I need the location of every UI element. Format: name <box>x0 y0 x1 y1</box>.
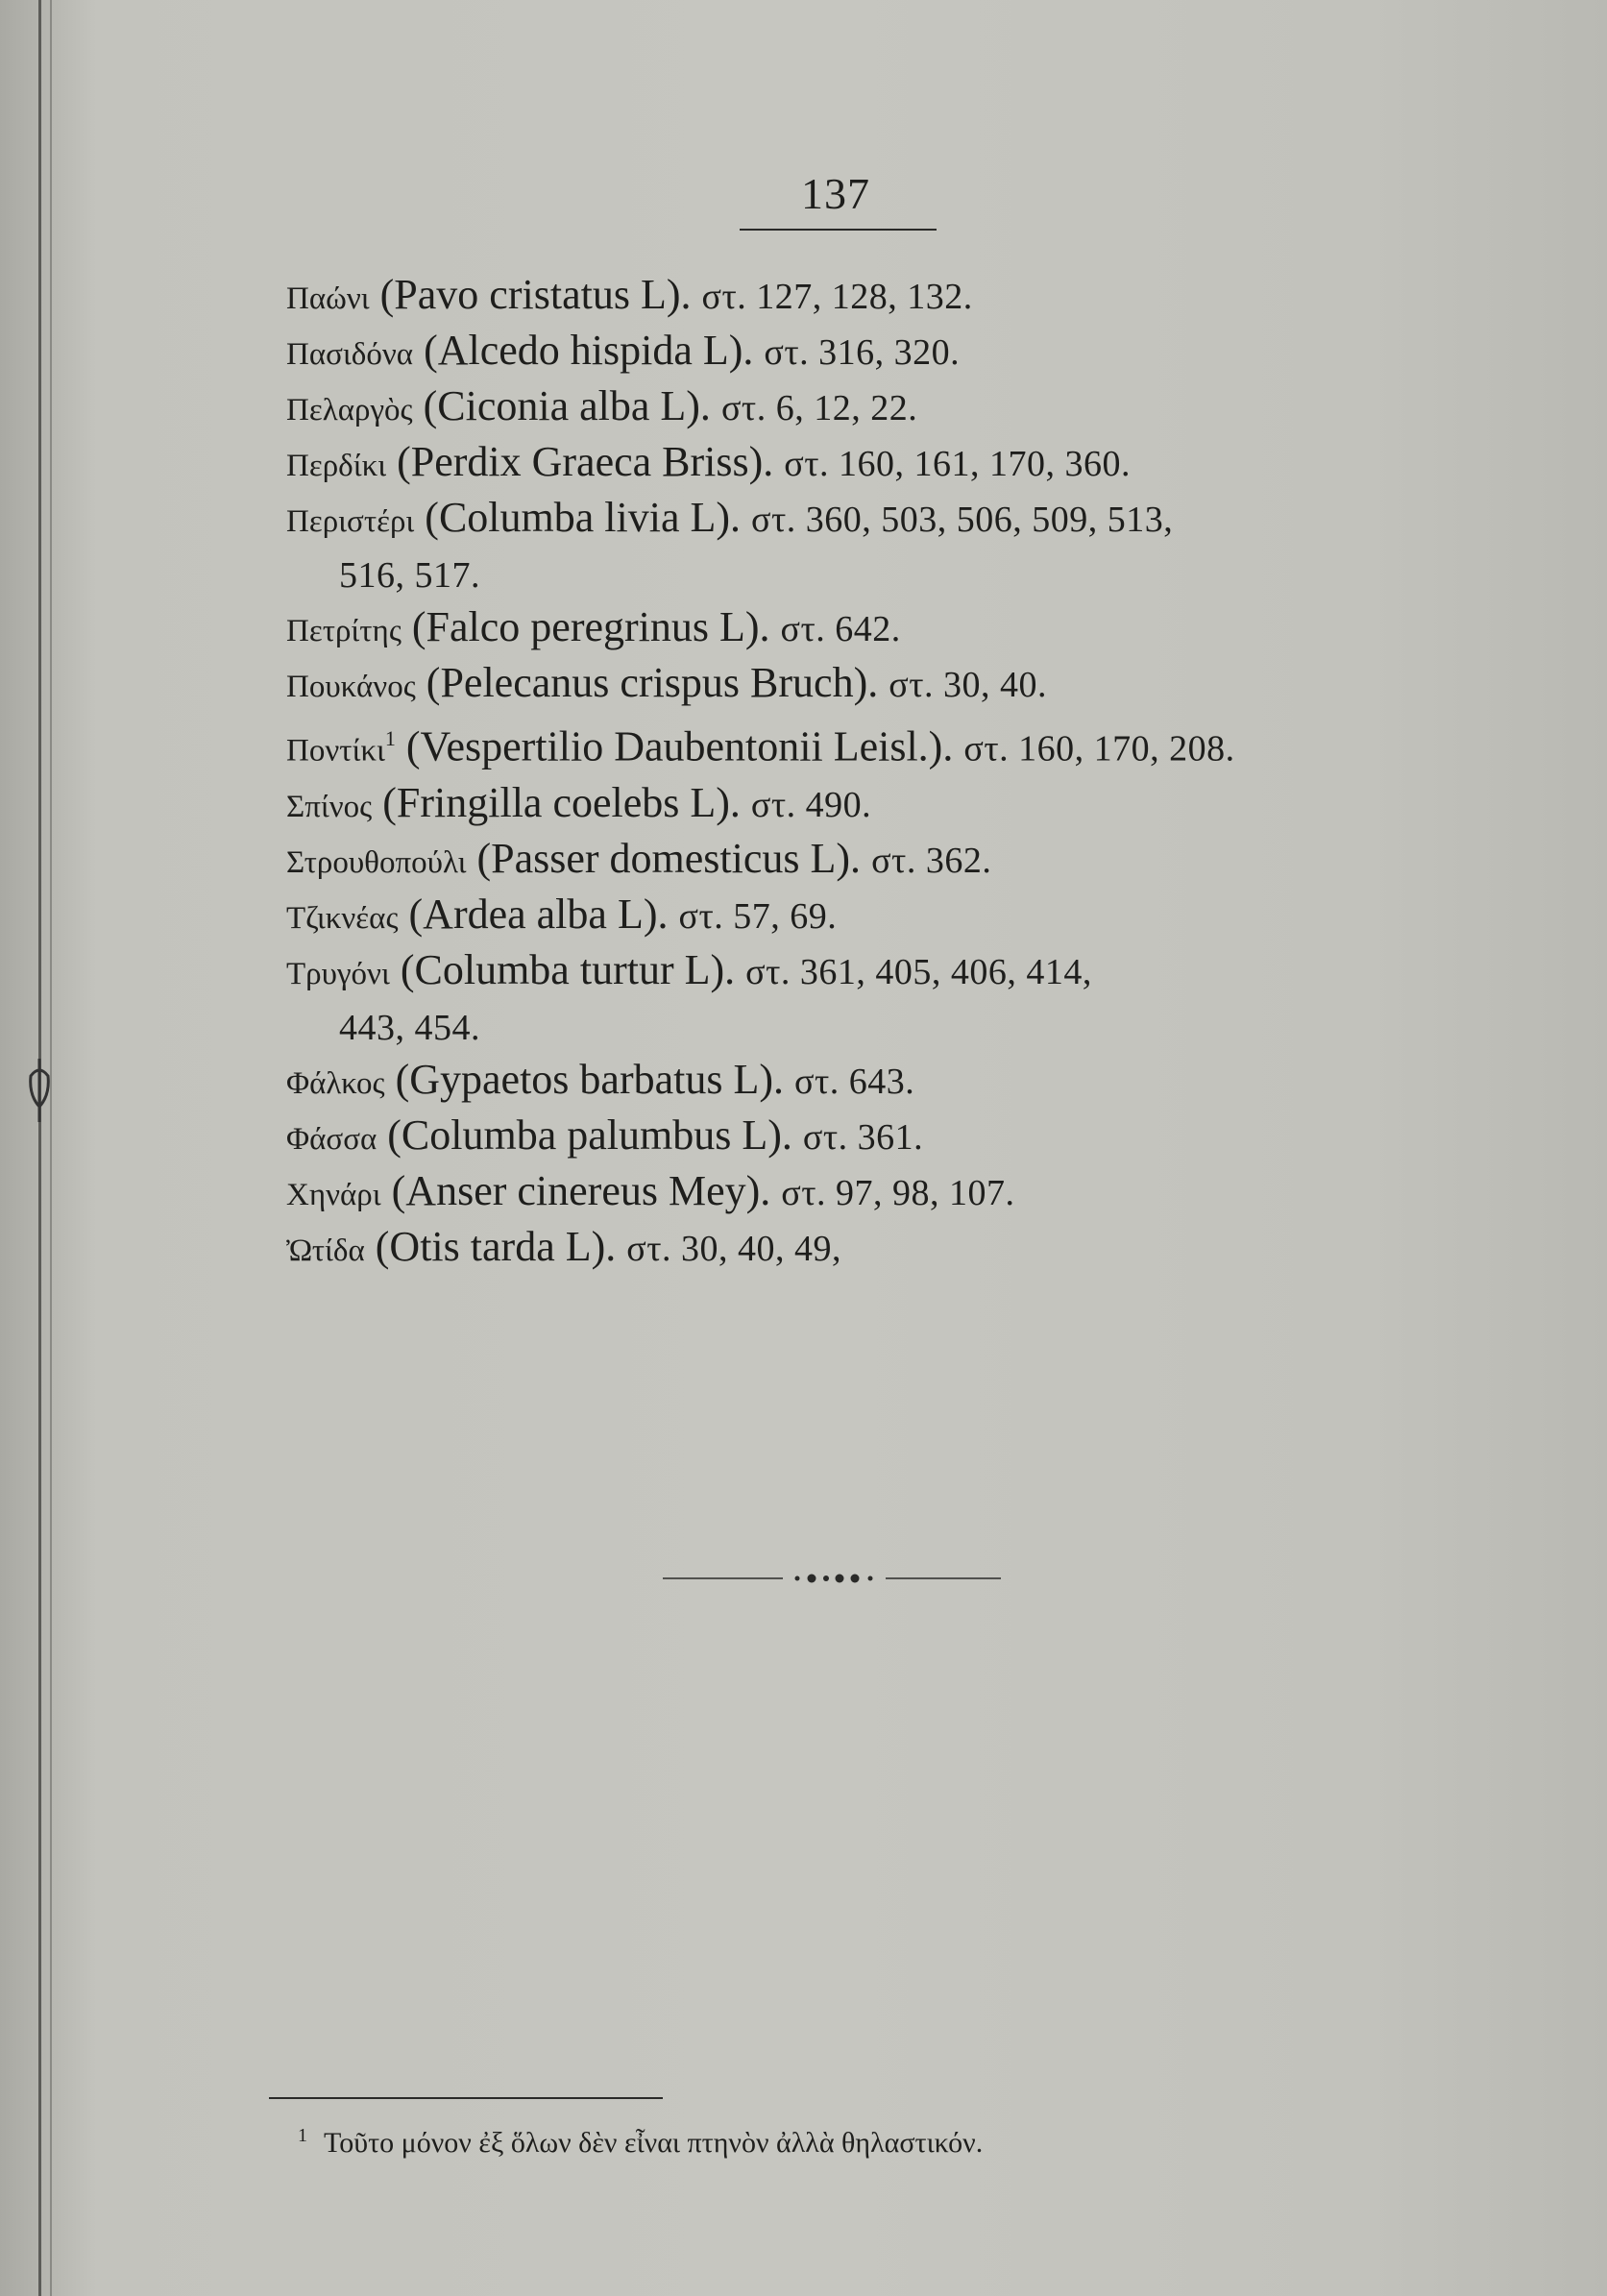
index-entry <box>286 889 1439 944</box>
page-reference: στ. 362. <box>871 840 992 881</box>
index-entry <box>286 944 1439 1000</box>
footnote-rule <box>269 2097 663 2099</box>
footnote-text: Τοῦτο μόνον ἐξ ὅλων δὲν εἶναι πτηνὸν ἀλλὰ θηλαστικόν. <box>323 2127 984 2159</box>
index-entry <box>286 380 1439 436</box>
page-number: 137 <box>801 169 870 218</box>
page-reference: στ. 642. <box>780 609 901 649</box>
greek-name: Παώνι <box>286 281 370 316</box>
page-reference: στ. 490. <box>750 784 872 825</box>
greek-name: Πουκάνος <box>286 670 416 704</box>
latin-name: (Pavo cristatus L). <box>379 271 692 318</box>
latin-name: (Passer domesticus L). <box>476 834 862 882</box>
latin-name: (Fringilla coelebs L). <box>382 778 741 826</box>
greek-name: Φάλκος <box>286 1065 385 1101</box>
index-entry <box>286 657 1439 713</box>
index-entry-continuation <box>286 548 1439 601</box>
greek-name: Ποντίκι <box>286 733 385 769</box>
greek-name: Ὠτίδα <box>286 1233 365 1268</box>
greek-name: Χηνάρι <box>286 1177 381 1212</box>
page-reference: στ. 30, 40, 49, <box>626 1228 842 1269</box>
page-reference: στ. 316, 320. <box>764 332 961 373</box>
latin-name: (Pelecanus crispus Bruch). <box>426 659 879 706</box>
index-entry <box>286 492 1439 548</box>
greek-name: Φάσσα <box>286 1121 377 1157</box>
latin-name: (Gypaetos barbatus L). <box>395 1055 785 1103</box>
greek-name: Περιστέρι <box>286 504 415 539</box>
page-reference: στ. 360, 503, 506, 509, 513, <box>751 500 1174 540</box>
page-reference: στ. 97, 98, 107. <box>781 1172 1015 1213</box>
latin-name: (Columba palumbus L). <box>387 1111 792 1159</box>
index-entry <box>286 833 1439 889</box>
page-reference: στ. 127, 128, 132. <box>701 277 973 317</box>
greek-name: Περδίκι <box>286 449 387 483</box>
greek-name: Πασιδόνα <box>286 337 414 372</box>
latin-name: (Otis tarda L). <box>375 1222 617 1270</box>
index-entry <box>286 269 1439 325</box>
greek-name: Σπίνος <box>286 789 373 824</box>
footnote <box>298 2125 1354 2160</box>
greek-name: Στρουθοπούλι <box>286 844 467 880</box>
page-reference-continued: 516, 517. <box>339 555 480 596</box>
index-entry <box>286 1165 1439 1221</box>
page-reference: στ. 361, 405, 406, 414, <box>745 951 1092 992</box>
latin-name: (Alcedo hispida L). <box>424 327 754 374</box>
latin-name: (Columba livia L). <box>425 494 742 541</box>
page-reference: στ. 6, 12, 22. <box>720 388 918 428</box>
bird-index-list <box>286 269 1439 1277</box>
index-entry <box>286 436 1439 492</box>
index-entry <box>286 1221 1439 1277</box>
footnote-marker: 1 <box>384 726 396 750</box>
page-reference: στ. 160, 170, 208. <box>963 728 1235 769</box>
page-binding-shadow <box>50 0 52 2296</box>
latin-name: (Columba turtur L). <box>400 945 736 993</box>
index-entry <box>286 1110 1439 1165</box>
latin-name: (Ardea alba L). <box>408 890 669 938</box>
greek-name: Πετρίτης <box>286 614 402 648</box>
page-reference: στ. 160, 161, 170, 360. <box>784 444 1132 484</box>
index-entry <box>286 1054 1439 1110</box>
latin-name: (Anser cinereus Mey). <box>391 1166 771 1214</box>
index-entry <box>286 713 1439 777</box>
greek-name: Τζικνέας <box>286 900 399 936</box>
page-reference: στ. 57, 69. <box>678 895 838 937</box>
latin-name: (Perdix Graeca Briss). <box>397 438 774 485</box>
page-reference-continued: 443, 454. <box>339 1007 480 1048</box>
page-binding-edge <box>38 0 41 2296</box>
latin-name: (Ciconia alba L). <box>423 382 711 429</box>
index-entry <box>286 325 1439 380</box>
section-end-ornament <box>663 1572 1001 1585</box>
page-reference: στ. 30, 40. <box>889 665 1047 705</box>
greek-name: Πελαργὸς <box>286 393 413 427</box>
index-entry <box>286 777 1439 833</box>
latin-name: (Falco peregrinus L). <box>411 603 770 650</box>
greek-name: Τρυγόνι <box>286 956 390 991</box>
index-entry <box>286 601 1439 657</box>
footnote-number: 1 <box>298 2125 307 2146</box>
page-number-rule <box>740 229 937 231</box>
latin-name: (Vespertilio Daubentonii Leisl.). <box>405 722 954 770</box>
index-entry-continuation <box>286 1000 1439 1054</box>
page-reference: στ. 361. <box>802 1116 924 1158</box>
page-reference: στ. 643. <box>794 1061 915 1102</box>
margin-mark <box>25 1057 54 1124</box>
